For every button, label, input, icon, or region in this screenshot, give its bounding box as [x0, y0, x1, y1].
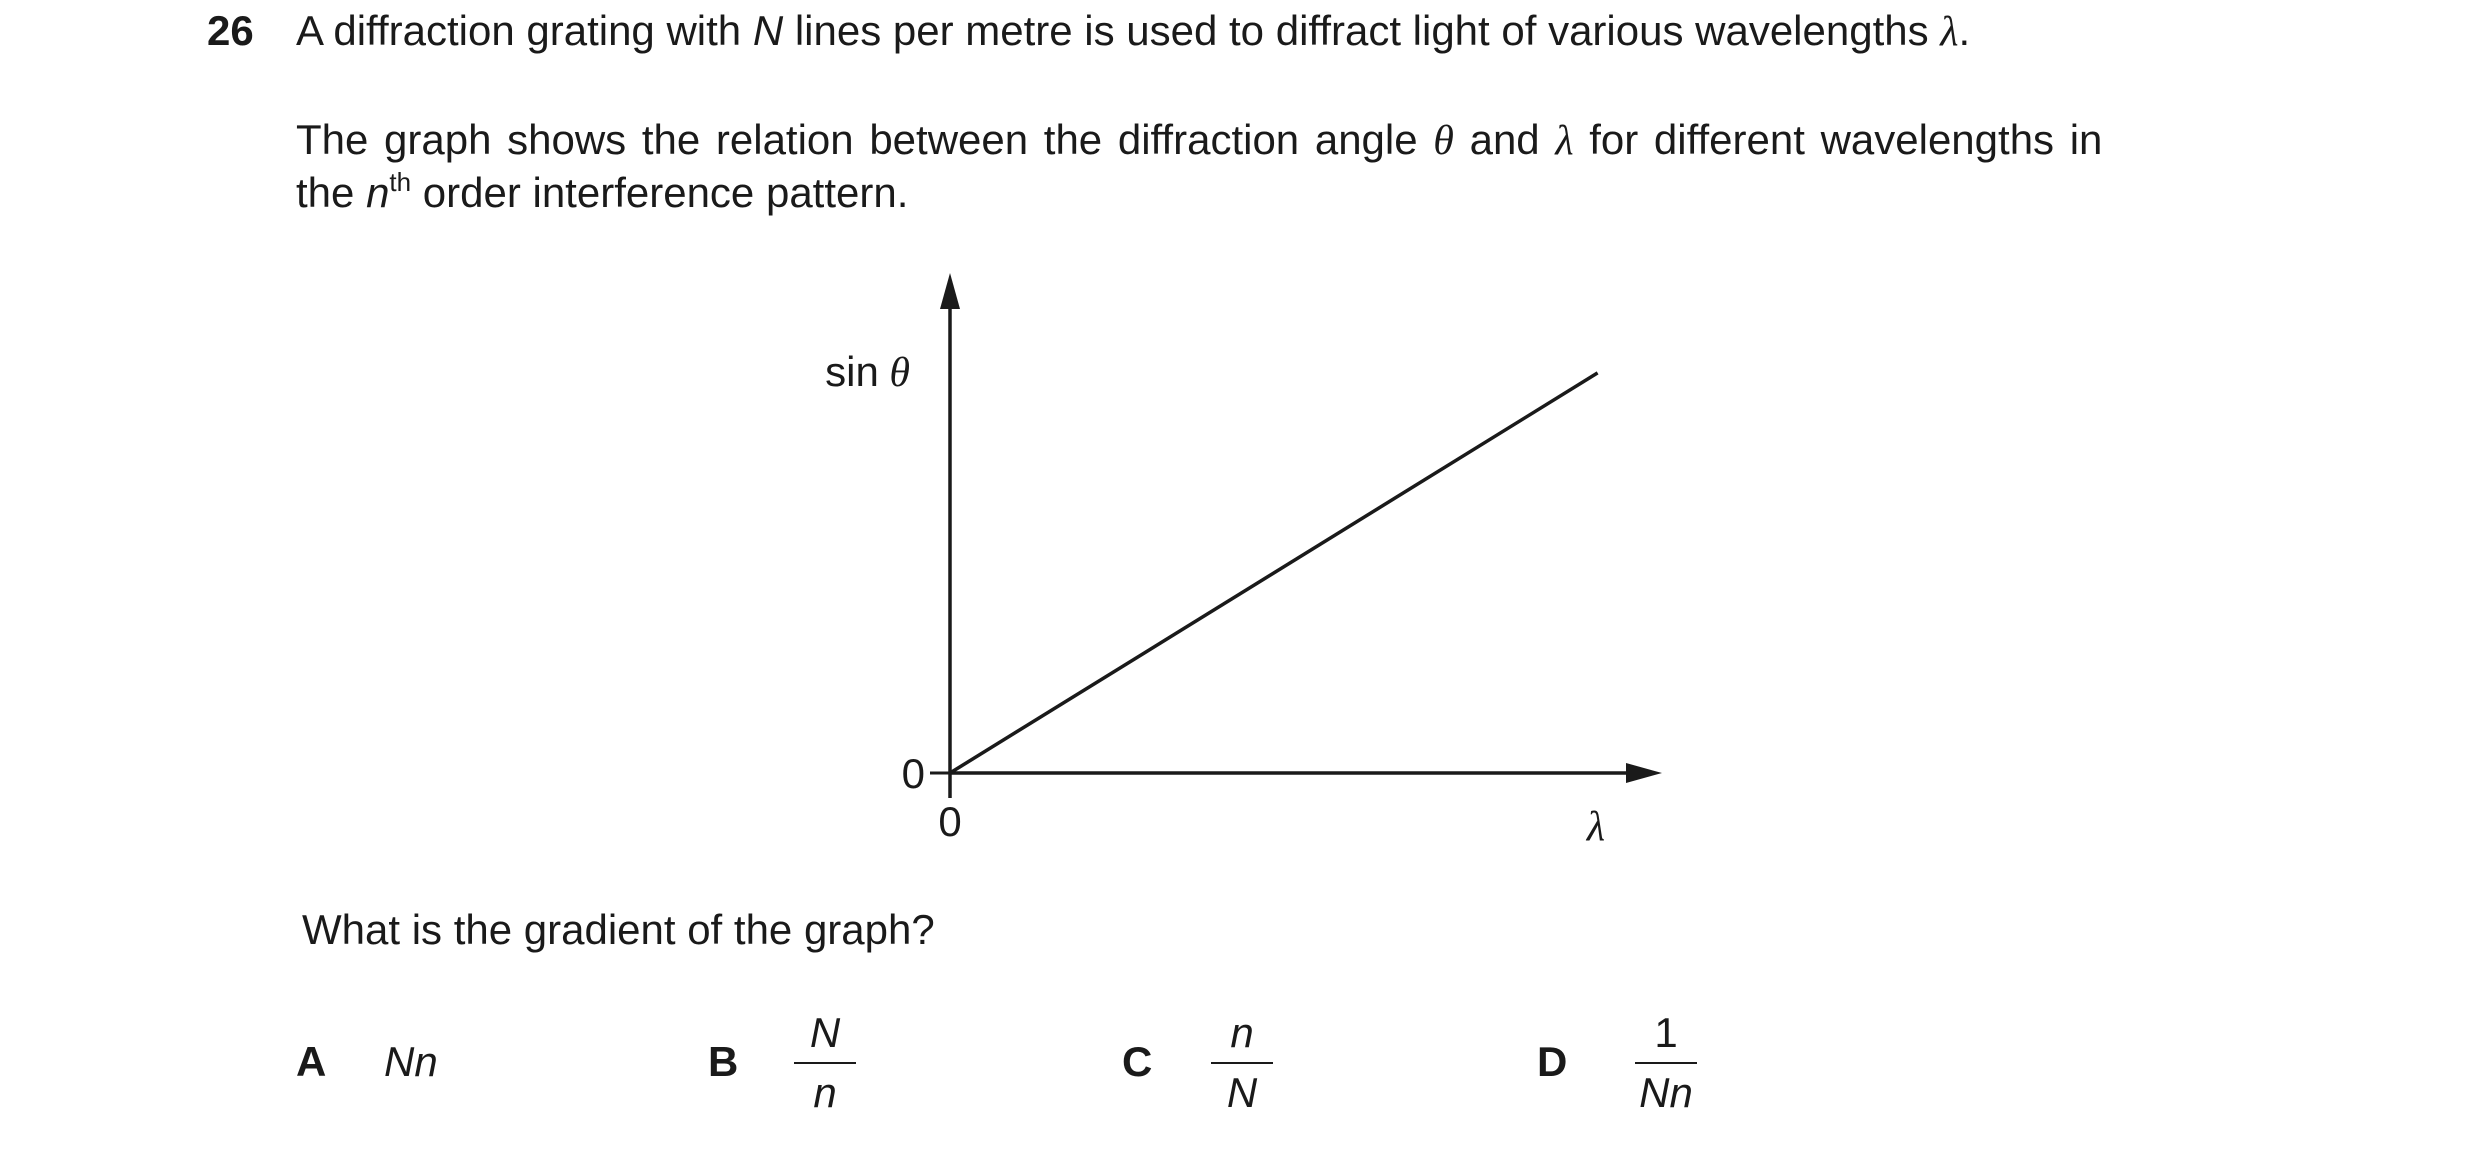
question-prompt: What is the gradient of the graph?: [302, 906, 935, 953]
description-text-b: and: [1453, 116, 1556, 163]
option-d-fraction[interactable]: [1631, 1008, 1701, 1118]
series-layer: [950, 373, 1598, 773]
description-text-a: The graph shows the relation between the diffraction angle: [296, 116, 1434, 163]
intro-text-c: .: [1958, 7, 1971, 54]
x-axis: [950, 763, 1662, 783]
option-d-letter[interactable]: D: [1537, 1038, 1568, 1085]
description-text-d: the: [296, 169, 367, 216]
description-symbol-theta: θ: [1433, 118, 1454, 164]
option-c-numerator: n: [1230, 1009, 1254, 1056]
y-axis-label-word: sin: [825, 348, 879, 395]
x-origin-label: 0: [938, 798, 962, 845]
option-b-fraction-bar: [794, 1062, 856, 1064]
y-origin-label: 0: [901, 750, 925, 797]
description-text-c: for different wavelengths in: [1573, 116, 2103, 163]
option-d-denominator: Nn: [1639, 1069, 1693, 1116]
series-line-0: [950, 373, 1598, 773]
intro-symbol-lambda: λ: [1940, 9, 1959, 55]
option-b-denominator: n: [813, 1069, 837, 1116]
option-a-text[interactable]: Nn: [384, 1038, 438, 1085]
option-a-letter[interactable]: A: [296, 1038, 327, 1085]
option-c-letter[interactable]: C: [1122, 1038, 1153, 1085]
intro-text-b: lines per metre is used to diffract light of various wavelengths: [783, 7, 1941, 54]
x-axis-arrowhead: [1626, 763, 1662, 783]
option-c-fraction-bar: [1211, 1062, 1273, 1064]
option-d-numerator: 1: [1654, 1009, 1678, 1056]
description-symbol-lambda: λ: [1555, 118, 1574, 164]
option-b-numerator: N: [809, 1009, 841, 1056]
description-text-e: order interference pattern.: [411, 169, 909, 216]
option-b-letter[interactable]: B: [708, 1038, 739, 1085]
intro-text-a: A diffraction grating with: [296, 7, 753, 54]
y-axis-label: [825, 348, 910, 396]
description-superscript-th: th: [389, 167, 412, 197]
option-d-fraction-bar: [1635, 1062, 1697, 1064]
x-axis-label: λ: [1586, 804, 1606, 850]
description-symbol-n: n: [366, 169, 390, 216]
option-c-fraction[interactable]: [1207, 1008, 1277, 1118]
intro-symbol-N: N: [752, 7, 784, 54]
y-axis-label-symbol: θ: [878, 350, 910, 396]
option-b-fraction[interactable]: [790, 1008, 860, 1118]
option-c-denominator: N: [1226, 1069, 1258, 1116]
y-axis: [930, 273, 960, 798]
y-axis-label-text: [825, 348, 910, 396]
y-axis-arrowhead: [940, 273, 960, 309]
question-number: 26: [207, 7, 254, 54]
